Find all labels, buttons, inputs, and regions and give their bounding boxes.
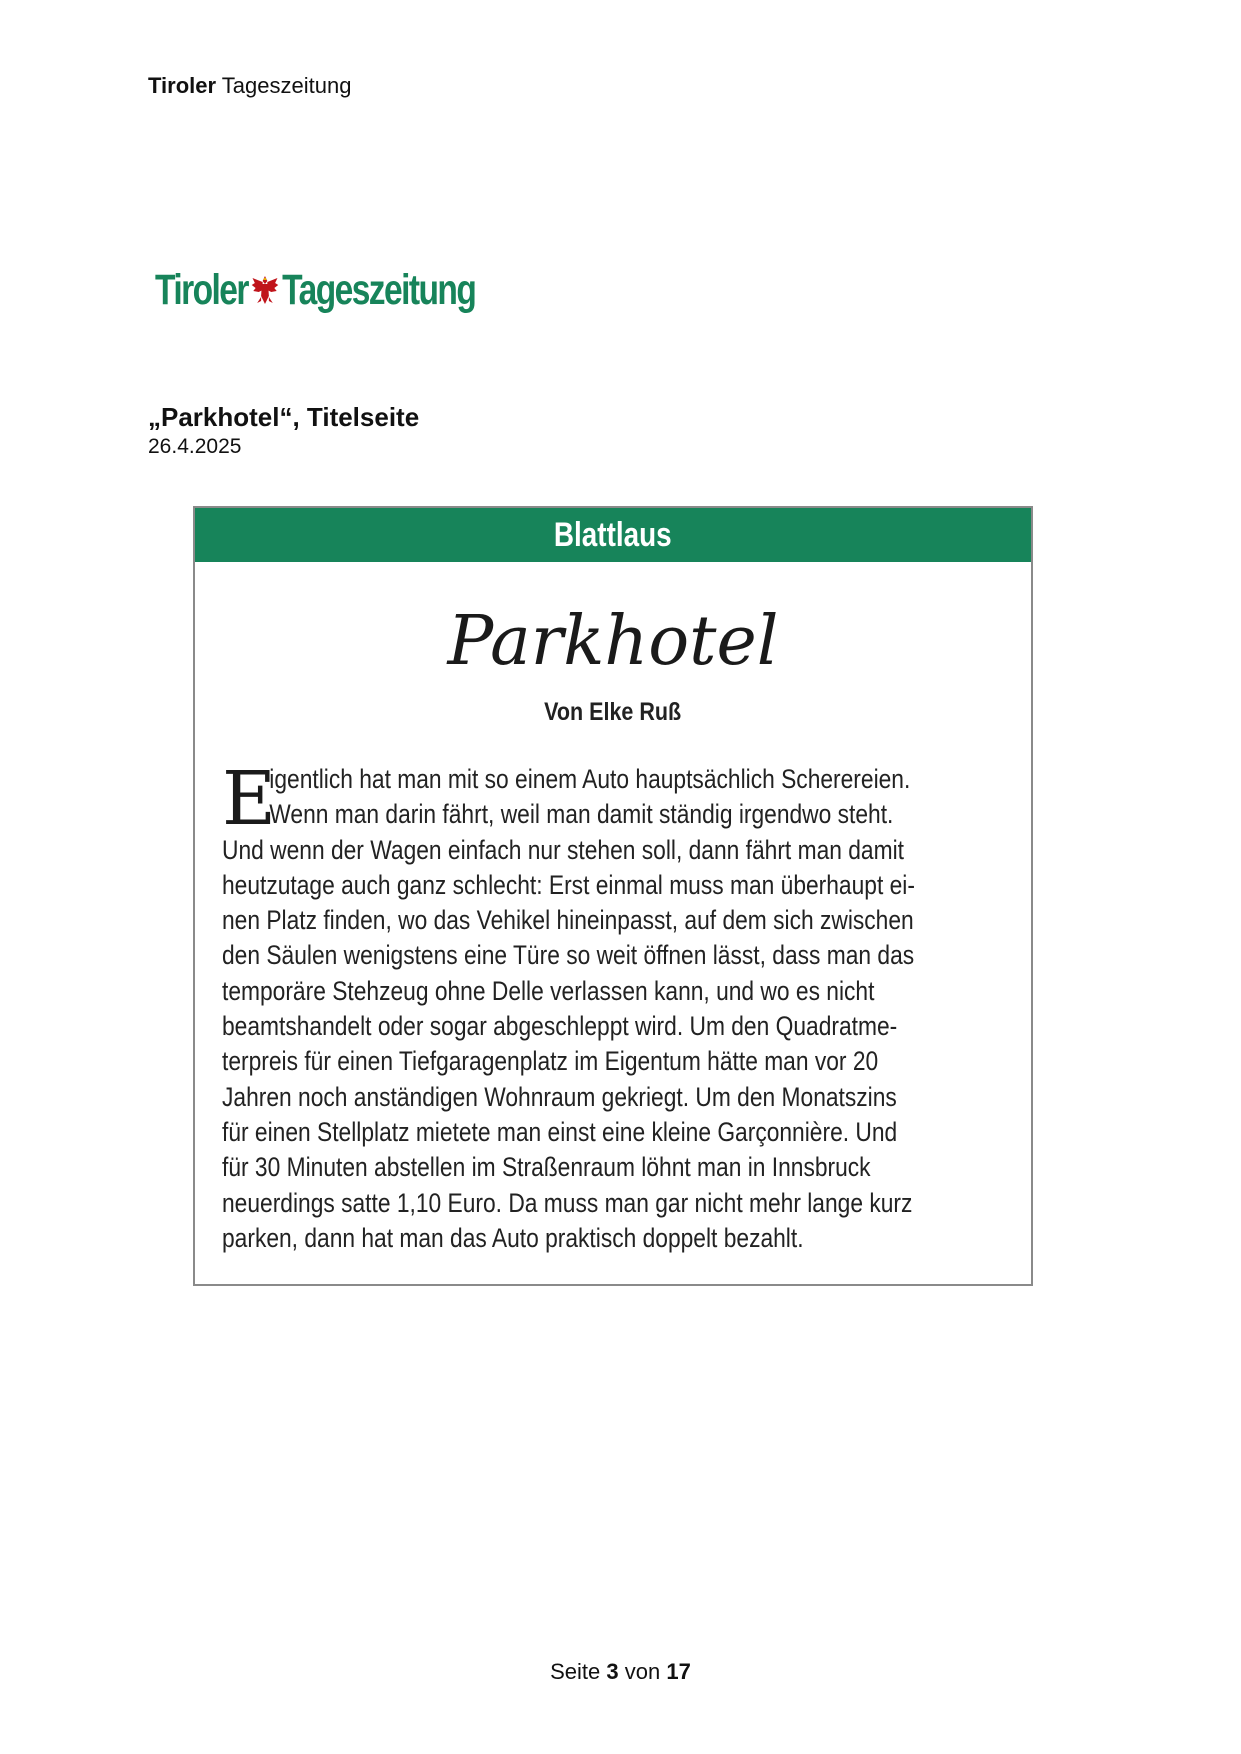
document-title: „Parkhotel“, Titelseite xyxy=(148,402,420,432)
drop-cap: E xyxy=(222,756,277,842)
body-line: terpreis für einen Tiefgaragenplatz im Eigentum hätte man vor 20 xyxy=(222,1046,879,1077)
footer-prefix: Seite xyxy=(550,1659,601,1684)
tyrolean-eagle-icon xyxy=(249,270,280,310)
logo-right-word: Tageszeitung xyxy=(282,265,476,314)
byline-text: Von Elke Ruß xyxy=(544,698,682,726)
body-line: den Säulen wenigstens eine Türe so weit öffnen lässt, dass man das xyxy=(222,940,915,971)
header-brand-regular: Tageszeitung xyxy=(221,73,352,98)
body-line: neuerdings satte 1,10 Euro. Da muss man gar nicht mehr lange kurz xyxy=(222,1187,913,1218)
body-line: Wenn man darin fährt, weil man damit ständig irgendwo steht. xyxy=(269,799,894,830)
header-brand-bold: Tiroler xyxy=(148,73,217,98)
body-line: nen Platz finden, wo das Vehikel hineinpasst, auf dem sich zwischen xyxy=(222,905,914,936)
article-headline: Parkhotel xyxy=(447,602,779,681)
article-body xyxy=(222,756,1022,1256)
body-line: parken, dann hat man das Auto praktisch doppelt bezahlt. xyxy=(222,1222,804,1253)
body-line: igentlich hat man mit so einem Auto hauptsächlich Scherereien. xyxy=(269,764,911,794)
column-header-bar xyxy=(195,508,1031,562)
body-line: beamtshandelt oder sogar abgeschleppt wird. Um den Quadratme- xyxy=(222,1011,898,1042)
document-date: 26.4.2025 xyxy=(148,435,242,458)
body-line: für einen Stellplatz mietete man einst eine kleine Garçonnière. Und xyxy=(222,1116,898,1147)
body-line: Und wenn der Wagen einfach nur stehen soll, dann fährt man damit xyxy=(222,834,904,865)
body-line: für 30 Minuten abstellen im Straßenraum löhnt man in Innsbruck xyxy=(222,1152,871,1183)
article-clipping xyxy=(193,506,1033,1286)
page-footer xyxy=(0,1658,1241,1686)
article-byline xyxy=(195,698,1031,727)
body-line: temporäre Stehzeug ohne Delle verlassen kann, und wo es nicht xyxy=(222,975,875,1006)
footer-total-pages: 17 xyxy=(666,1659,691,1684)
footer-current-page: 3 xyxy=(606,1659,619,1684)
body-line: Jahren noch anständigen Wohnraum gekriegt. Um den Monatszins xyxy=(222,1081,897,1112)
newspaper-logo xyxy=(155,262,475,318)
footer-middle: von xyxy=(624,1659,661,1684)
logo-left-word: Tiroler xyxy=(155,265,248,314)
column-name: Blattlaus xyxy=(554,515,672,554)
page-header xyxy=(148,72,351,100)
body-line: heutzutage auch ganz schlecht: Erst einmal muss man überhaupt ei- xyxy=(222,869,915,900)
